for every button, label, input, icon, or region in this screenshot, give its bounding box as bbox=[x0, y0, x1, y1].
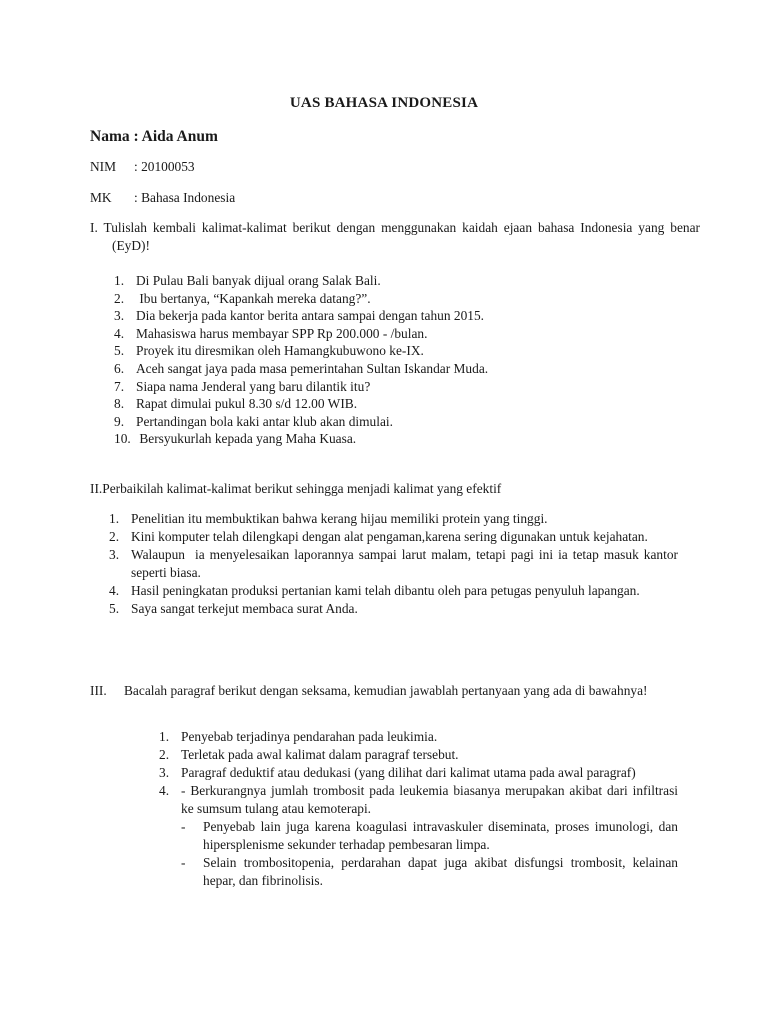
list-item: 5. Saya sangat terkejut membaca surat Anda. bbox=[109, 601, 358, 616]
section3-heading: Bacalah paragraf berikut dengan seksama, kemudian jawablah pertanyaan yang ada di bawahnya! bbox=[124, 683, 648, 698]
list-item: 4. Hasil peningkatan produksi pertanian kami telah dibantu oleh para petugas penyuluh lapangan. bbox=[109, 583, 640, 598]
list-item: 4. Mahasiswa harus membayar SPP Rp 200.000 - /bulan. bbox=[114, 325, 428, 341]
section1-heading: I. Tulislah kembali kalimat-kalimat berikut dengan menggunakan kaidah ejaan bahasa Indonesia yang benar (EyD)! bbox=[90, 220, 700, 253]
list-item: 5. Proyek itu diresmikan oleh Hamangkubuwono ke-IX. bbox=[114, 343, 424, 359]
list-item: 3. Walaupun ia menyelesaikan laporannya sampai larut malam, tetapi pagi ini ia tetap masuk kantor seperti biasa. bbox=[109, 547, 682, 580]
nim-value: : 20100053 bbox=[134, 159, 195, 174]
list-item: 1. Penyebab terjadinya pendarahan pada leukimia. bbox=[159, 729, 438, 744]
list-item: 10. Bersyukurlah kepada yang Maha Kuasa. bbox=[114, 431, 357, 447]
list-item: 3. Dia bekerja pada kantor berita antara sampai dengan tahun 2015. bbox=[114, 308, 485, 324]
list-item: 8. Rapat dimulai pukul 8.30 s/d 12.00 WIB. bbox=[114, 396, 358, 412]
section2-list bbox=[109, 510, 682, 618]
list-item: 2. Terletak pada awal kalimat dalam paragraf tersebut. bbox=[159, 747, 459, 762]
nim-label: NIM bbox=[90, 159, 117, 174]
section3-heading-block bbox=[90, 682, 678, 700]
page-title: UAS BAHASA INDONESIA bbox=[289, 95, 479, 111]
list-item: 7. Siapa nama Jenderal yang baru dilantik itu? bbox=[114, 378, 371, 394]
list-item: 1. Penelitian itu membuktikan bahwa kerang hijau memiliki protein yang tinggi. bbox=[109, 511, 548, 526]
list-item: 4. - Berkurangnya jumlah trombosit pada leukemia biasanya merupakan akibat dari infiltrasi ke sumsum tulang atau kemoterapi. - Penyebab lain juga karena koagulasi intravaskuler diseminata, proses imunologi, dan hipersplenisme sekunder terhadap pembesaran limpa. - Selain trombositopenia, perdarahan dapat juga akibat disfungsi trombosit, kelainan hepar, dan fibrinolisis. bbox=[159, 783, 678, 888]
sub-list-item: - Penyebab lain juga karena koagulasi intravaskuler diseminata, proses imunologi, dan hipersplenisme sekunder terhadap pembesaran limpa. bbox=[181, 819, 678, 852]
list-item: 2. Ibu bertanya, “Kapankah mereka datang?”. bbox=[114, 290, 371, 306]
list-item: 3. Paragraf deduktif atau dedukasi (yang dilihat dari kalimat utama pada awal paragraf) bbox=[159, 765, 636, 780]
section3-number: III. bbox=[90, 683, 107, 698]
mk-line bbox=[90, 189, 235, 207]
mk-label: MK bbox=[90, 190, 112, 205]
section1-list bbox=[114, 272, 676, 448]
list-item: 9. Pertandingan bola kaki antar klub akan dimulai. bbox=[114, 413, 393, 429]
list-item: 1. Di Pulau Bali banyak dijual orang Salak Bali. bbox=[114, 273, 381, 288]
list-item: 6. Aceh sangat jaya pada masa pemerintahan Sultan Iskandar Muda. bbox=[114, 360, 489, 376]
sub-list-item: - Selain trombositopenia, perdarahan dapat juga akibat disfungsi trombosit, kelainan hepar, dan fibrinolisis. bbox=[181, 855, 678, 888]
section2-heading: II.Perbaikilah kalimat-kalimat berikut sehingga menjadi kalimat yang efektif bbox=[90, 481, 502, 496]
section3-sublist bbox=[181, 818, 678, 890]
list-item: 2. Kini komputer telah dilengkapi dengan alat pengaman,karena sering digunakan untuk kejahatan. bbox=[109, 529, 648, 544]
mk-value: : Bahasa Indonesia bbox=[134, 190, 236, 205]
nim-line bbox=[90, 158, 195, 176]
student-name: Nama : Aida Anum bbox=[90, 128, 218, 145]
section3-list bbox=[159, 728, 678, 890]
